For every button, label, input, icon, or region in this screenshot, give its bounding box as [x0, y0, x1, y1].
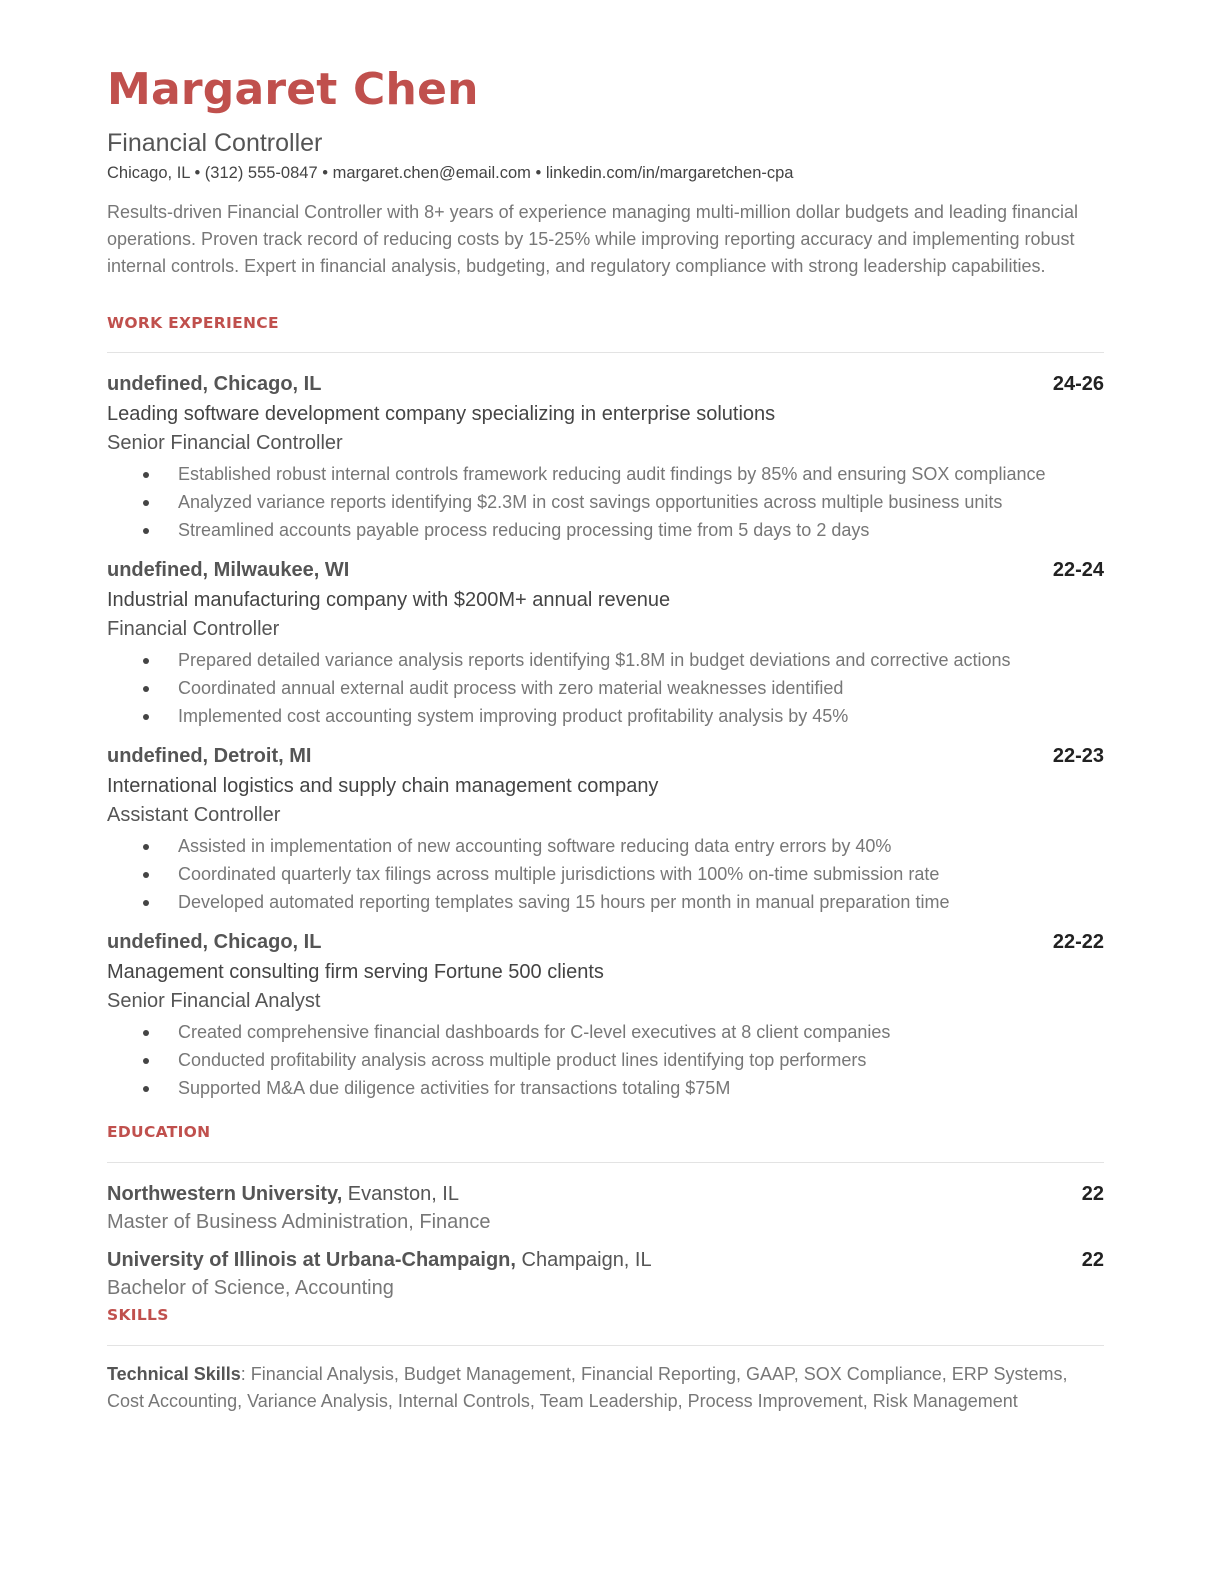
- bullet-item: Conducted profitability analysis across multiple product lines identifying top performers: [178, 1047, 1104, 1074]
- bullet-dot: [143, 872, 149, 878]
- bullet-item: Supported M&A due diligence activities for transactions totaling $75M: [178, 1075, 1104, 1102]
- bullet-item: Coordinated annual external audit process with zero material weaknesses identified: [178, 675, 1104, 702]
- degree: Bachelor of Science, Accounting: [107, 1277, 394, 1299]
- contact-line: Chicago, IL • (312) 555-0847 • margaret.chen@email.com • linkedin.com/in/margaretchen-cpa: [107, 164, 794, 182]
- job-description: Management consulting firm serving Fortune 500 clients: [107, 961, 604, 983]
- job-entry: [107, 557, 1104, 730]
- job-role: Senior Financial Controller: [107, 432, 343, 454]
- section-divider: [107, 352, 1104, 353]
- job-company: undefined, Chicago, IL: [107, 931, 322, 953]
- education-year: 22: [1081, 1249, 1104, 1271]
- job-role: Financial Controller: [107, 618, 280, 640]
- bullet-dot: [143, 658, 149, 664]
- section-divider: [107, 1345, 1104, 1346]
- school-name: Northwestern University,: [107, 1183, 343, 1205]
- candidate-name: Margaret Chen: [107, 64, 479, 115]
- bullet-item: Coordinated quarterly tax filings across multiple jurisdictions with 100% on-time submission rate: [178, 861, 1104, 888]
- job-role: Senior Financial Analyst: [107, 990, 321, 1012]
- job-company: undefined, Detroit, MI: [107, 745, 312, 767]
- job-company: undefined, Chicago, IL: [107, 373, 322, 395]
- job-dates: 22-23: [1052, 745, 1104, 767]
- bullet-item: Assisted in implementation of new accounting software reducing data entry errors by 40%: [178, 833, 1104, 860]
- job-entry: [107, 371, 1104, 544]
- school-location: Champaign, IL: [515, 1249, 652, 1271]
- bullet-item: Created comprehensive financial dashboards for C-level executives at 8 client companies: [178, 1019, 1104, 1046]
- education-entry: [107, 1181, 1104, 1237]
- bullet-item: Analyzed variance reports identifying $2.3M in cost savings opportunities across multiple business units: [178, 489, 1104, 516]
- bullet-item: Streamlined accounts payable process reducing processing time from 5 days to 2 days: [178, 517, 1104, 544]
- bullet-item: Prepared detailed variance analysis reports identifying $1.8M in budget deviations and corrective actions: [178, 647, 1104, 674]
- job-entry: [107, 743, 1104, 916]
- bullet-dot: [143, 1086, 149, 1092]
- school-location: Evanston, IL: [342, 1183, 459, 1205]
- skills-list: Financial Analysis, Budget Management, Financial Reporting, GAAP, SOX Compliance, ERP Systems, Cost Accounting, Variance Analysis, Internal Controls, Team Leadership, Process Improvement, Risk Management: [107, 1364, 1068, 1411]
- section-heading-work: WORK EXPERIENCE: [107, 314, 279, 332]
- job-role: Assistant Controller: [107, 804, 281, 826]
- bullet-dot: [143, 686, 149, 692]
- job-bullets: [107, 647, 1104, 730]
- bullet-item: Implemented cost accounting system improving product profitability analysis by 45%: [178, 703, 1104, 730]
- bullet-dot: [143, 900, 149, 906]
- education-entry: [107, 1247, 1104, 1303]
- skills-label: Technical Skills: [107, 1364, 241, 1384]
- education-year: 22: [1081, 1183, 1104, 1205]
- bullet-item: Developed automated reporting templates saving 15 hours per month in manual preparation time: [178, 889, 1104, 916]
- job-bullets: [107, 1019, 1104, 1102]
- bullet-dot: [143, 1058, 149, 1064]
- summary: Results-driven Financial Controller with 8+ years of experience managing multi-million dollar budgets and leading financial operations. Proven track record of reducing costs by 15-25% while improving reporting accuracy and implementing robust internal controls. Expert in financial analysis, budgeting, and regulatory compliance with strong leadership capabilities.: [107, 202, 1079, 276]
- job-bullets: [107, 833, 1104, 916]
- job-dates: 22-22: [1052, 931, 1104, 953]
- bullet-dot: [143, 500, 149, 506]
- skills-text: Technical Skills: Financial Analysis, Budget Management, Financial Reporting, GAAP, SOX Compliance, ERP Systems, Cost Accounting, Variance Analysis, Internal Controls, Team Leadership, Process Improvement, Risk Management: [107, 1364, 1068, 1411]
- bullet-dot: [143, 1030, 149, 1036]
- candidate-title: Financial Controller: [107, 129, 323, 157]
- bullet-dot: [143, 714, 149, 720]
- bullet-item: Established robust internal controls framework reducing audit findings by 85% and ensuring SOX compliance: [178, 461, 1104, 488]
- resume-page: [107, 62, 1104, 1415]
- job-description: International logistics and supply chain management company: [107, 775, 659, 797]
- job-description: Leading software development company specializing in enterprise solutions: [107, 403, 776, 425]
- section-heading-skills: SKILLS: [107, 1306, 169, 1324]
- job-dates: 22-24: [1052, 559, 1104, 581]
- bullet-dot: [143, 528, 149, 534]
- school-name: University of Illinois at Urbana-Champaign,: [107, 1249, 516, 1271]
- job-entry: [107, 929, 1104, 1102]
- job-dates: 24-26: [1052, 373, 1104, 395]
- job-bullets: [107, 461, 1104, 544]
- degree: Master of Business Administration, Finance: [107, 1211, 491, 1233]
- bullet-dot: [143, 844, 149, 850]
- job-description: Industrial manufacturing company with $200M+ annual revenue: [107, 589, 671, 611]
- section-heading-education: EDUCATION: [107, 1123, 211, 1141]
- job-company: undefined, Milwaukee, WI: [107, 559, 350, 581]
- section-divider: [107, 1162, 1104, 1163]
- bullet-dot: [143, 472, 149, 478]
